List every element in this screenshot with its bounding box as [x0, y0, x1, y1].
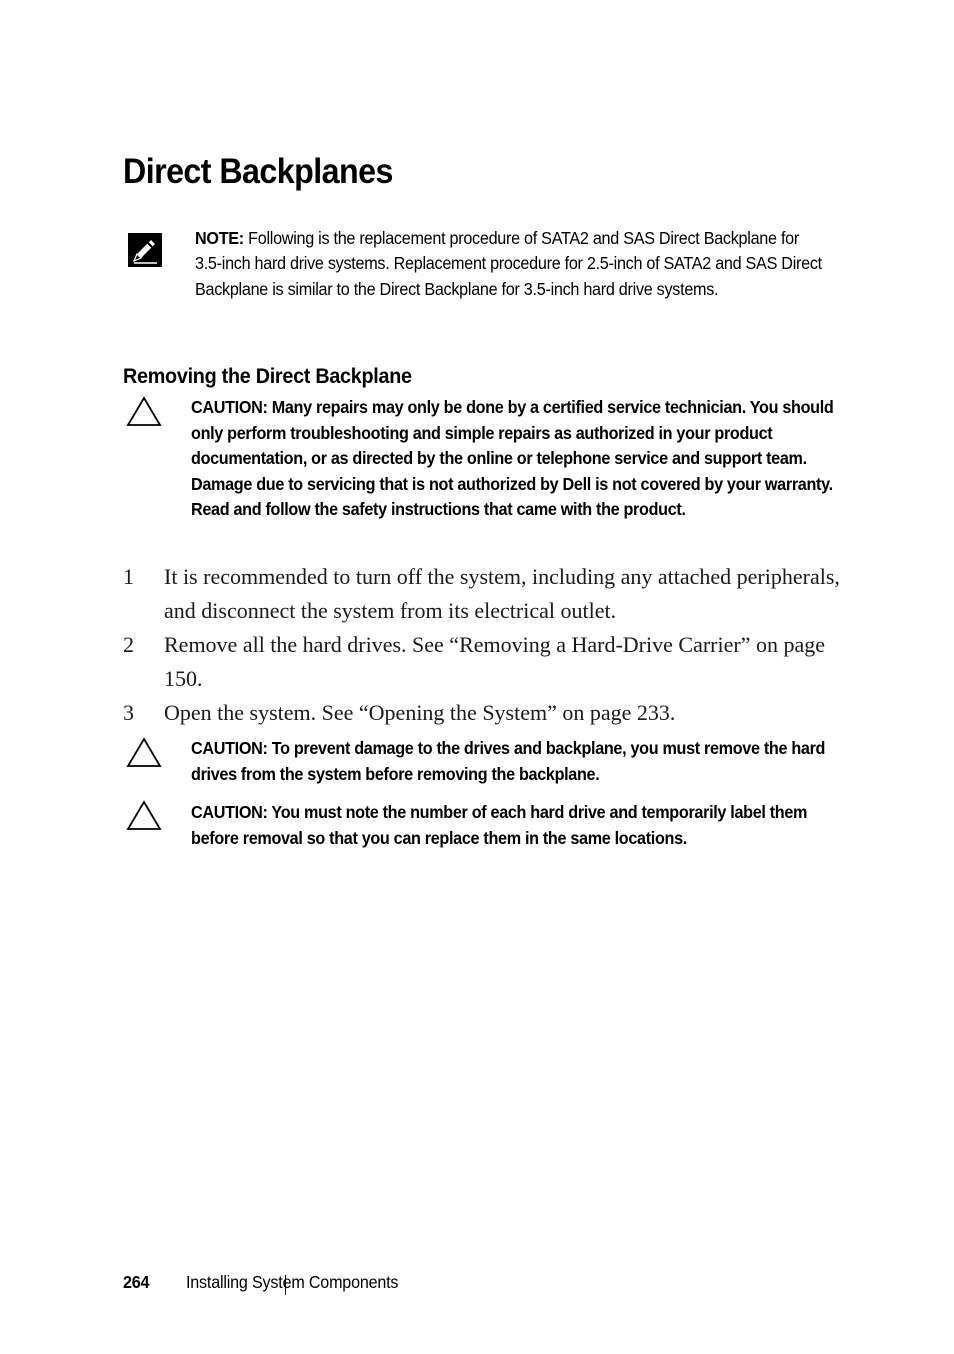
note-pencil-icon	[128, 233, 162, 267]
page-title: Direct Backplanes	[123, 152, 393, 191]
note-block	[195, 226, 827, 302]
list-item	[123, 696, 843, 730]
caution-triangle-icon	[126, 737, 162, 769]
list-item	[123, 560, 843, 628]
step-text: It is recommended to turn off the system, including any attached peripherals, and disconnect the system from its electrical outlet.	[164, 564, 840, 623]
step-number: 3	[123, 700, 134, 725]
steps-list	[123, 560, 843, 730]
footer-chapter-title: Installing System Components	[186, 1272, 399, 1292]
step-text: Remove all the hard drives. See “Removing a Hard-Drive Carrier” on page 150.	[164, 632, 825, 691]
note-label: NOTE:	[195, 228, 244, 248]
step-text: Open the system. See “Opening the System” on page 233.	[164, 700, 676, 725]
note-text: Following is the replacement procedure of SATA2 and SAS Direct Backplane for 3.5-inch hard drive systems. Replacement procedure for 2.5-inch of SATA2 and SAS Direct Backplane is similar to the Direct Backplane for 3.5-inch hard drive systems.	[195, 228, 822, 299]
caution-text-2: CAUTION: To prevent damage to the drives and backplane, you must remove the hard drives from the system before removing the backplane.	[191, 738, 826, 784]
step-number: 2	[123, 632, 134, 657]
caution-text-3: CAUTION: You must note the number of each hard drive and temporarily label them before removal so that you can replace them in the same locations.	[191, 802, 808, 848]
step-number: 1	[123, 564, 134, 589]
page-number: 264	[123, 1272, 150, 1292]
list-item	[123, 628, 843, 696]
caution-text-1: CAUTION: Many repairs may only be done by a certified service technician. You should only perform troubleshooting and simple repairs as authorized in your product documentation, or as directed by the online or telephone service and support team. Damage due to servicing that is not authorized by Dell is not covered by your warranty. Read and follow the safety instructions that came with the product.	[191, 397, 834, 519]
caution-triangle-icon	[126, 396, 162, 428]
caution-triangle-icon	[126, 800, 162, 832]
section-heading: Removing the Direct Backplane	[123, 364, 412, 388]
